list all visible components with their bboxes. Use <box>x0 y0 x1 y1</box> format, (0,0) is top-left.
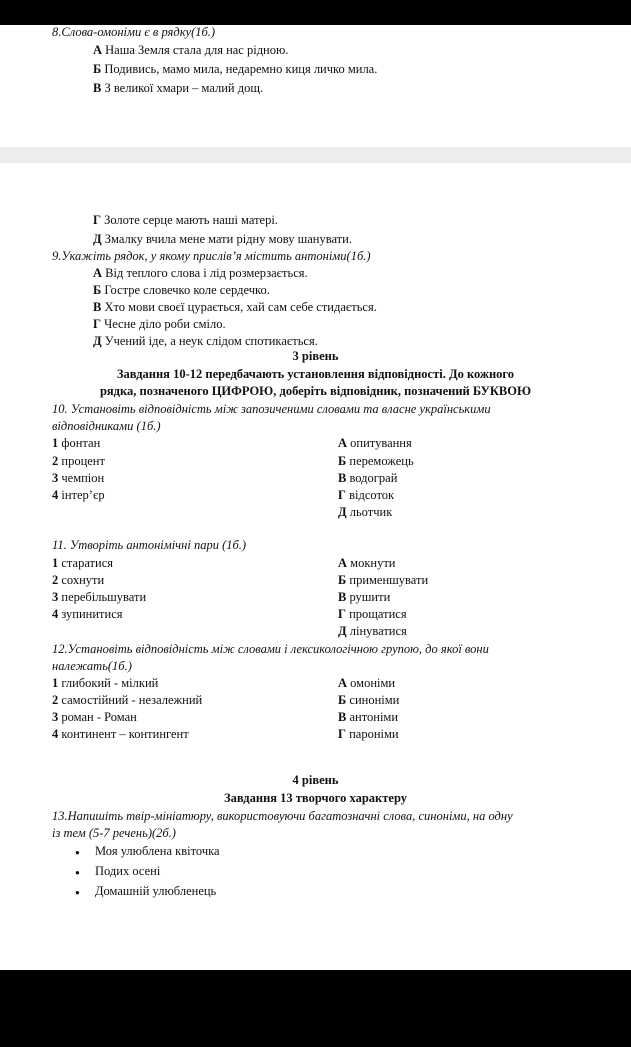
q10-left-item: 4 інтер’єр <box>52 488 105 502</box>
level4-task: Завдання 13 творчого характеру <box>224 791 407 805</box>
q11-right-item: Г прощатися <box>338 607 407 621</box>
q11-left-item: 3 перебільшувати <box>52 590 147 604</box>
q8-option-a: А Наша Земля стала для нас рідною. <box>93 43 289 57</box>
q10-right-item: А опитування <box>338 436 412 450</box>
q10-right-item: Д льотчик <box>338 505 393 519</box>
page-fragment-top <box>0 25 631 147</box>
q11-left-item: 1 старатися <box>52 556 114 570</box>
q9-title: 9.Укажіть рядок, у якому прислів’я містить антоніми(1б.) <box>52 249 371 263</box>
q8-option-b: Б Подивись, мамо мила, недаремно киця личко мила. <box>93 62 378 76</box>
q13-topic: ● Моя улюблена квіточка <box>95 844 220 859</box>
q12-title: 12.Установіть відповідність між словами і лексикологічною групою, до якої вони <box>52 642 489 656</box>
q13-topic: ● Подих осені <box>95 864 160 879</box>
q8-option-e: Д Змалку вчила мене мати рідну мову шанувати. <box>93 232 352 246</box>
q12-right-item: Г пароніми <box>338 727 399 741</box>
q12-left-item: 4 континент – контингент <box>52 727 189 741</box>
q10-title-cont: відповідниками (1б.) <box>52 419 161 433</box>
q10-right-item: Б переможець <box>338 454 414 468</box>
page-divider <box>0 147 631 163</box>
q12-title-cont: належать(1б.) <box>52 659 132 673</box>
q13-topic: ● Домашній улюбленець <box>95 884 216 899</box>
q13-title: 13.Напишіть твір-мініатюру, використовуючи багатозначні слова, синоніми, на одну <box>52 809 513 823</box>
level4-heading: 4 рівень <box>292 773 339 787</box>
q12-right-item: Б синоніми <box>338 693 400 707</box>
q8-option-c: В З великої хмари – малий дощ. <box>93 81 264 95</box>
q13-title-cont: із тем (5-7 речень)(2б.) <box>52 826 176 840</box>
q10-right-item: В водограй <box>338 471 398 485</box>
q10-left-item: 1 фонтан <box>52 436 101 450</box>
level3-task-line1: Завдання 10-12 передбачають установлення відповідності. До кожного <box>116 367 515 381</box>
q10-title: 10. Установіть відповідність між запозиченими словами та власне українськими <box>52 402 491 416</box>
q9-option-b: Б Гостре словечко коле сердечко. <box>93 283 270 297</box>
q12-left-item: 3 роман - Роман <box>52 710 137 724</box>
q12-left-item: 2 самостійний - незалежний <box>52 693 203 707</box>
q9-option-e: Д Учений іде, а неук слідом спотикається. <box>93 334 318 348</box>
level3-heading: 3 рівень <box>292 349 339 363</box>
q11-right-item: В рушити <box>338 590 391 604</box>
level3-task-line2: рядка, позначеного ЦИФРОЮ, доберіть відповідник, позначений БУКВОЮ <box>99 384 532 398</box>
q12-left-item: 1 глибокий - мілкий <box>52 676 159 690</box>
q9-option-c: В Хто мови своєї цурається, хай сам себе стидається. <box>93 300 377 314</box>
q8-title: 8.Слова-омоніми є в рядку(1б.) <box>52 25 216 39</box>
q10-left-item: 2 процент <box>52 454 105 468</box>
q11-left-item: 4 зупинитися <box>52 607 123 621</box>
q12-right-item: В антоніми <box>338 710 399 724</box>
q11-title: 11. Утворіть антонімічні пари (1б.) <box>52 538 247 552</box>
q12-right-item: А омоніми <box>338 676 396 690</box>
page-fragment-main <box>0 163 631 970</box>
q10-right-item: Г відсоток <box>338 488 395 502</box>
q10-left-item: 3 чемпіон <box>52 471 105 485</box>
q11-right-item: А мокнути <box>338 556 396 570</box>
q9-option-d: Г Чесне діло роби сміло. <box>93 317 226 331</box>
q9-option-a: А Від теплого слова і лід розмерзається. <box>93 266 308 280</box>
q11-left-item: 2 сохнути <box>52 573 105 587</box>
q11-right-item: Б применшувати <box>338 573 429 587</box>
q8-option-d: Г Золоте серце мають наші матері. <box>93 213 278 227</box>
q11-right-item: Д лінуватися <box>338 624 407 638</box>
